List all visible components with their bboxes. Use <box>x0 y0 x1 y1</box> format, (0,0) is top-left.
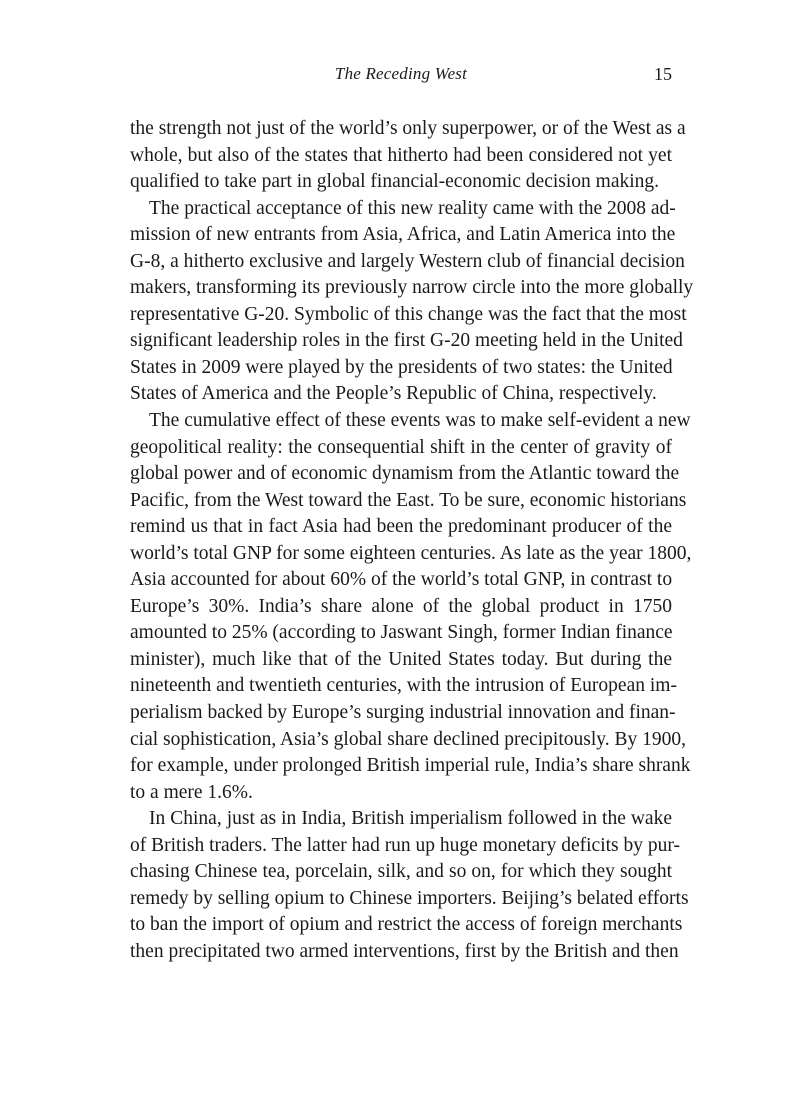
text-line: world’s total GNP for some eighteen centuries. As late as the year 1800, <box>130 542 692 564</box>
text-line: then precipitated two armed interventions, first by the British and then <box>130 940 679 962</box>
text-line: to ban the import of opium and restrict the access of foreign merchants <box>130 914 683 936</box>
text-line: cial sophistication, Asia’s global share declined precipitously. By 1900, <box>130 728 687 750</box>
text-line: whole, but also of the states that hitherto had been considered not yet <box>130 144 672 166</box>
text-line: chasing Chinese tea, porcelain, silk, and so on, for which they sought <box>130 861 672 883</box>
text-line: geopolitical reality: the consequential shift in the center of gravity of <box>130 436 672 458</box>
text-line: global power and of economic dynamism from the Atlantic toward the <box>130 463 680 485</box>
text-line: representative G-20. Symbolic of this change was the fact that the most <box>130 303 687 325</box>
text-line: The practical acceptance of this new reality came with the 2008 ad- <box>149 197 676 219</box>
text-line: of British traders. The latter had run up huge monetary deficits by pur- <box>130 834 680 856</box>
page-number: 15 <box>654 64 672 84</box>
text-line: mission of new entrants from Asia, Africa, and Latin America into the <box>130 224 676 246</box>
text-line: to a mere 1.6%. <box>130 781 253 803</box>
text-line: significant leadership roles in the first G-20 meeting held in the United <box>130 330 683 352</box>
text-line: qualified to take part in global financial-economic decision making. <box>130 171 660 193</box>
text-line: G-8, a hitherto exclusive and largely Western club of financial decision <box>130 250 685 272</box>
text-line: Asia accounted for about 60% of the world’s total GNP, in contrast to <box>130 569 673 591</box>
text-line: amounted to 25% (according to Jaswant Singh, former Indian finance <box>130 622 673 644</box>
text-line: States in 2009 were played by the presidents of two states: the United <box>130 356 673 378</box>
text-line: nineteenth and twentieth centuries, with the intrusion of European im- <box>130 675 677 697</box>
text-line: States of America and the People’s Republic of China, respectively. <box>130 383 657 405</box>
text-line: perialism backed by Europe’s surging industrial innovation and finan- <box>130 702 676 724</box>
text-line: In China, just as in India, British imperialism followed in the wake <box>149 808 672 830</box>
text-line: The cumulative effect of these events was to make self-evident a new <box>149 410 691 432</box>
text-line: the strength not just of the world’s only superpower, or of the West as a <box>130 118 686 139</box>
running-head <box>130 64 672 88</box>
running-title: The Receding West <box>334 64 468 83</box>
text-line: remedy by selling opium to Chinese importers. Beijing’s belated efforts <box>130 887 689 909</box>
text-line: minister), much like that of the United States today. But during the <box>130 648 672 670</box>
text-line: Pacific, from the West toward the East. To be sure, economic historians <box>130 489 687 511</box>
body-text <box>130 116 694 966</box>
text-line: for example, under prolonged British imperial rule, India’s share shrank <box>130 755 691 777</box>
text-line: makers, transforming its previously narrow circle into the more globally <box>130 277 694 299</box>
text-line: remind us that in fact Asia had been the predominant producer of the <box>130 516 672 538</box>
text-line: Europe’s 30%. India’s share alone of the global product in 1750 <box>130 595 672 617</box>
